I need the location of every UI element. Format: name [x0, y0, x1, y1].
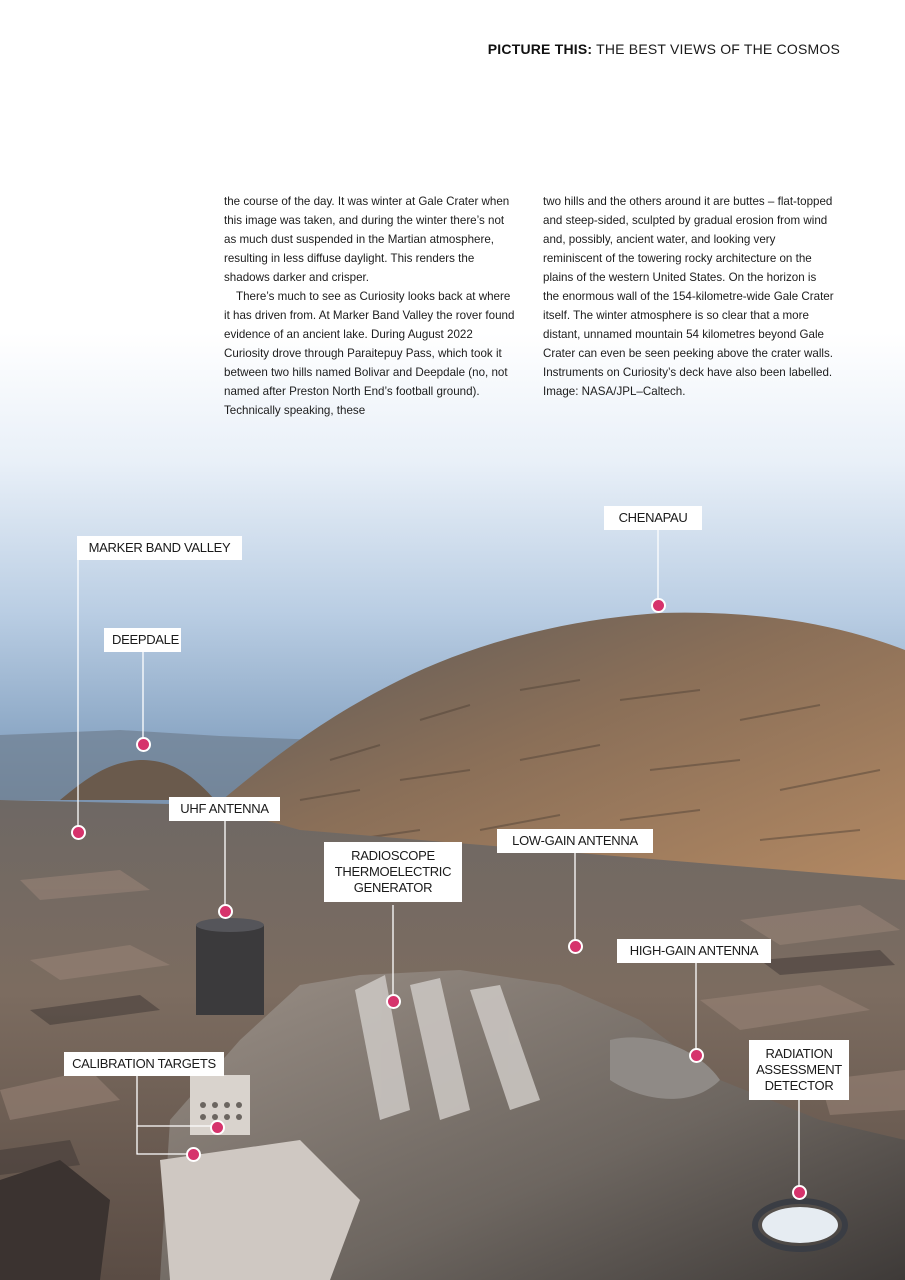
callout-dot [792, 1185, 807, 1200]
callout-dot [71, 825, 86, 840]
callout-rad: RADIATION ASSESSMENT DETECTOR [749, 1040, 849, 1100]
paragraph: two hills and the others around it are buttes – flat-topped and steep-sided, sculpted by gradual erosion from wind and, possibly, ancient water, and looking very reminiscent of the towering rocky architecture on the plains of the western United States. On the horizon is the enormous wall of the 154-kilometre-wide Gale Crater itself. The winter atmosphere is so clear that a more distant, unnamed mountain 54 kilometres beyond Gale Crater can even be seen peeking above the crater walls. Instruments on Curiosity’s deck have also been labelled. Image: NASA/JPL–Caltech. [543, 195, 834, 398]
callout-dot [568, 939, 583, 954]
callout-dot [689, 1048, 704, 1063]
callout-dot [386, 994, 401, 1009]
callout-marker-band-valley: MARKER BAND VALLEY [77, 536, 242, 560]
paragraph: the course of the day. It was winter at Gale Crater when this image was taken, and during the winter there’s not as much dust suspended in the Martian atmosphere, resulting in less diffuse daylight. This renders the shadows darker and crisper. [224, 195, 510, 284]
paragraph: There’s much to see as Curiosity looks back at where it has driven from. At Marker Band Valley the rover found evidence of an ancient lake. During August 2022 Curiosity drove through Paraitepuy Pass, which took it between two hills named Bolivar and Deepdale (no, not named after Preston North End’s football ground). Technically speaking, these [224, 290, 515, 417]
callout-uhf-antenna: UHF ANTENNA [169, 797, 280, 821]
header-title: THE BEST VIEWS OF THE COSMOS [596, 41, 840, 57]
callout-dot [218, 904, 233, 919]
callout-chenapau: CHENAPAU [604, 506, 702, 530]
callout-dot [136, 737, 151, 752]
article-column-left [224, 192, 516, 420]
callout-low-gain-antenna: LOW-GAIN ANTENNA [497, 829, 653, 853]
callout-calibration-targets: CALIBRATION TARGETS [64, 1052, 224, 1076]
callout-dot [186, 1147, 201, 1162]
callout-dot [651, 598, 666, 613]
header-section: PICTURE THIS: [487, 41, 593, 57]
callout-dot [210, 1120, 225, 1135]
callout-high-gain-antenna: HIGH-GAIN ANTENNA [617, 939, 771, 963]
article-column-right [543, 192, 835, 401]
callout-rtg: RADIOSCOPE THERMOELECTRIC GENERATOR [324, 842, 462, 902]
callout-deepdale: DEEPDALE [104, 628, 181, 652]
running-header [488, 41, 840, 57]
